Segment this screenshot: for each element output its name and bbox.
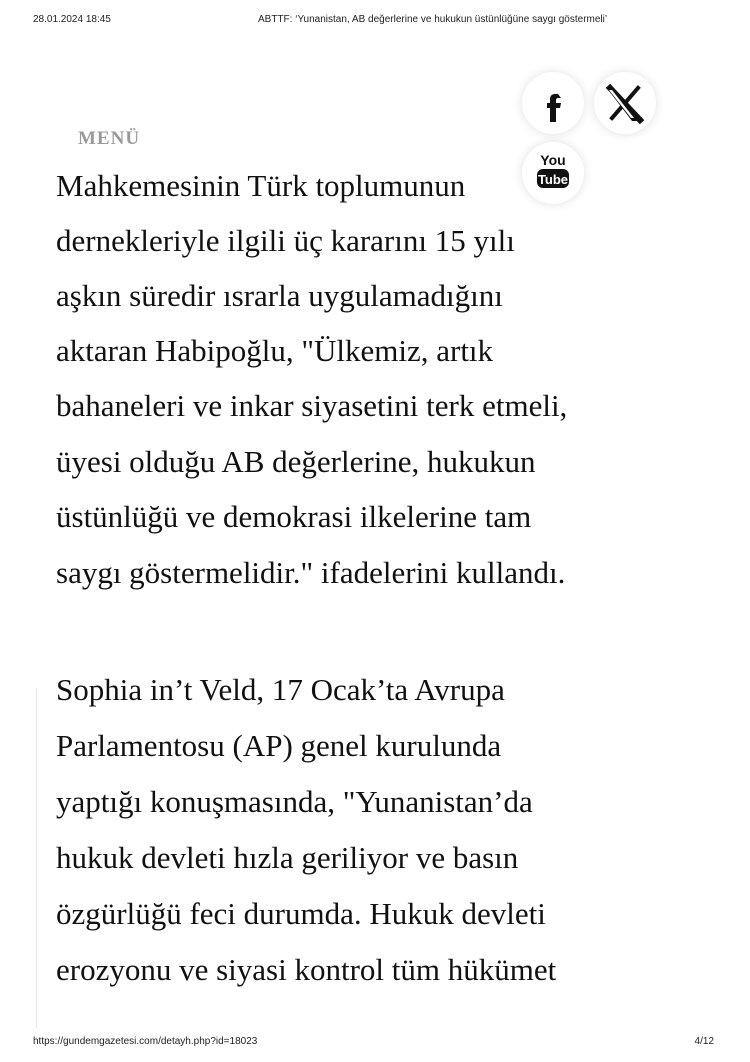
- youtube-button[interactable]: [522, 142, 584, 204]
- article-line: Mahkemesinin Türk toplumunun: [56, 168, 466, 203]
- quote-divider: [36, 688, 37, 1028]
- print-footer: [0, 1036, 750, 1052]
- article-line: saygı göstermelidir." ifadelerini kullandı.: [56, 555, 566, 590]
- print-page-number: 4/12: [694, 1036, 714, 1047]
- print-datetime: 28.01.2024 18:45: [33, 14, 111, 25]
- article-line: aktaran Habipoğlu, "Ülkemiz, artık: [56, 333, 494, 368]
- article-line: aşkın süredir ısrarla uygulamadığını: [56, 278, 503, 313]
- x-twitter-icon: [594, 72, 656, 134]
- menu-button[interactable]: MENÜ: [78, 128, 141, 149]
- article-line: erozyonu ve siyasi kontrol tüm hükümet: [56, 952, 557, 987]
- youtube-logo-top: You: [540, 152, 566, 168]
- facebook-icon: [522, 72, 584, 134]
- youtube-icon: [522, 142, 584, 204]
- facebook-button[interactable]: [522, 72, 584, 134]
- article-line: özgürlüğü feci durumda. Hukuk devleti: [56, 896, 546, 931]
- article-line: üyesi olduğu AB değerlerine, hukukun: [56, 444, 536, 479]
- article-line: Parlamentosu (AP) genel kurulunda: [56, 728, 502, 763]
- article-line: Sophia in’t Veld, 17 Ocak’ta Avrupa: [56, 672, 505, 707]
- article-line: hukuk devleti hızla geriliyor ve basın: [56, 840, 519, 875]
- youtube-logo-bottom: Tube: [537, 172, 569, 187]
- print-header: [0, 14, 750, 30]
- print-url: https://gundemgazetesi.com/detayh.php?id=18023: [33, 1036, 258, 1047]
- print-page-title: ABTTF: ‘Yunanistan, AB değerlerine ve hukukun üstünlüğüne saygı göstermeli’: [258, 14, 608, 25]
- article-line: üstünlüğü ve demokrasi ilkelerine tam: [56, 499, 532, 534]
- article-line: dernekleriyle ilgili üç kararını 15 yılı: [56, 223, 515, 258]
- article-line: yaptığı konuşmasında, "Yunanistan’da: [56, 784, 533, 819]
- article-line: bahaneleri ve inkar siyasetini terk etmeli,: [56, 388, 568, 423]
- x-twitter-button[interactable]: [594, 72, 656, 134]
